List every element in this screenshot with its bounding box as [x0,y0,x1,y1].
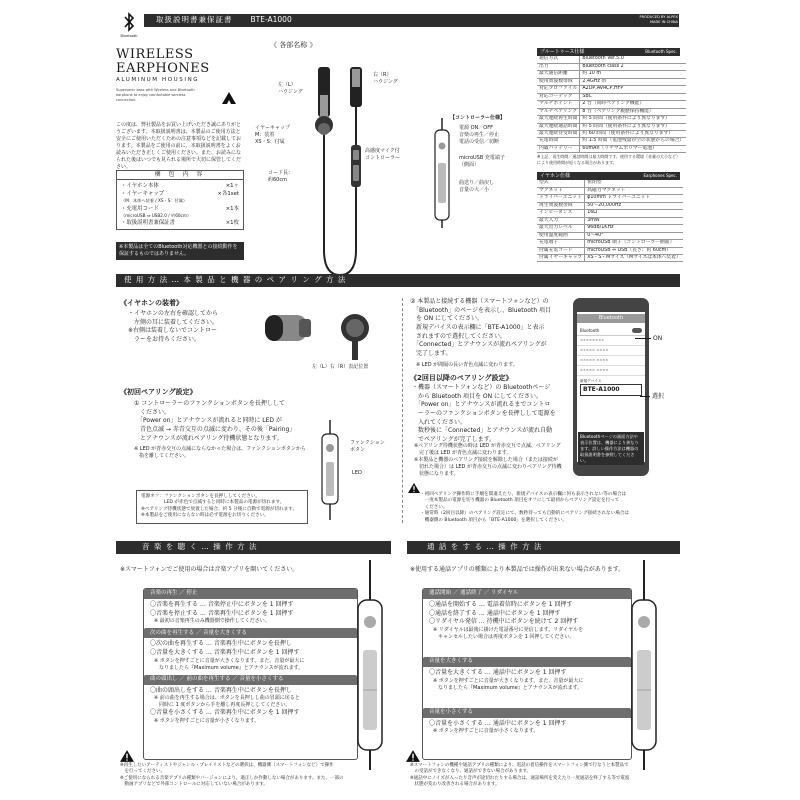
spec-value: 60mAh（リチウムポリマー電池） [580,145,686,152]
spec-row [537,101,686,108]
pairing-divider [402,298,403,523]
spec-key: 最大通信距離 [537,71,580,78]
header-bar [144,14,679,27]
spec-key: マルチペアリング [537,108,580,115]
label-volume-btn: 曲送り／曲戻し 音量の大／小 [459,180,495,193]
spec-key: 付属イヤーキャップ [537,255,585,262]
earbud-left-shape [265,315,311,341]
music-s1-title: 音楽の再生 ／ 停止 [144,589,357,599]
package-item-name: （microUSB ⇔ USB2.0 / 約60cm） [121,212,192,218]
package-item [121,219,239,227]
spec-row [537,145,686,152]
pairing-step2-note: ※ LED が間隔の長い青色点滅に変わります。 [416,362,518,368]
power-off-box: 電源オフ：ファンクションボタンを長押ししてください。 LED が赤色で点滅すると同時に本製品の電源が切れます。 ※ペアリング待機状態で放置した場合、約 5 分後に自動で電源が切れます。 ※本製品をご使用にならない時は必ず電源をお切りください。 [136,490,308,524]
spec-row [537,232,683,239]
spec-key: 充電端子 [537,240,585,247]
spec-key: 対応プロファイル [537,86,580,93]
call-s1-title: 通話開始 ／ 通話終了 ／ リダイヤル [423,589,631,599]
first-pairing-title: 《初回ペアリング設定》 [120,388,197,396]
spec-row [537,71,686,78]
phone-device-list [577,336,645,375]
spec-key: 付属充電コード [537,247,585,254]
doc-title: 取扱説明書兼保証書 [156,15,233,25]
earphone-spec-table [537,180,683,262]
bluetooth-spec-table [537,56,686,153]
spec-value: A2DP,AVRCP,HFP [580,86,686,93]
spec-value: 約 1.5 時間（電池残量が空の状態からの場合） [580,138,686,145]
spec-key: インピーダンス [537,210,585,217]
controller-spec-title: 【コントローラー仕様】 [450,115,506,121]
spec-row [537,217,683,224]
spec-value: 50〜20,000Hz [585,202,683,209]
package-item-name: （M：本体へ装着 / XS・S：付属） [121,198,188,204]
spec-value: Bluetooth Ver.5.0 [580,56,686,63]
bluetooth-logo: Bluetooth [118,12,140,38]
label-left-housing: 左（L） ハウジング [278,82,303,95]
parts-title: 《 各部名称 》 [270,41,317,49]
bluetooth-spec: ブルートゥース仕様 Bluetooth Spec. 通信方式 Bluetooth Ver.5.0 出力 Bluetooth class 2 最大通信距離 約 10 m 使用周波数帯域 2.4GHz 帯 対応プロファイル A2DP,AVRCP,HFP 対応コーデック SBC マルチポイント 2 台（同時ペアリング機能） マルチペアリング 8 台（ペアリング履歴保持機能） 最大連続再生時間 約 5 時間（使用条件により異なります） 最大連続通話時間 約 5 時間（使用条件により異なります） 最大連続待受時間 約 60 時間（使用条件により異なります） 充電時間 約 1.5 時間（電池残量が空の状態からの場合） 内蔵バッテリー 60mAh（リチウムポリマー電池） ※上記、再生時間／通話時間は最大時間です。使用する環境（音量の大小など）により使用時間が短くなる場合があります。 [537,48,685,166]
spec-row [537,131,686,138]
spec-key: 最大連続再生時間 [537,116,580,123]
package-item-qty: ×1ヶ [225,183,239,190]
music-s3-title: 曲の頭出し ／ 前の曲を再生する ／ 音量を小さくする [144,675,357,685]
phone-on-label: ON [653,335,663,342]
func-button-label: ファンクション ボタン [350,440,385,453]
spec-row [537,225,683,232]
phone-list-item[interactable]: ××××× ×××× [577,346,645,356]
label-controller-btn: 電源 ON／OFF 音楽の再生／停止 電話の受信／切断 [459,125,500,145]
spec-key: 内蔵バッテリー [537,145,580,152]
toggle-switch-icon[interactable] [632,328,642,333]
spec-value: 高磁力マグネット [585,187,683,194]
spec-key: ドライバーユニット [537,195,585,202]
model-number: BTE-A1000 [250,15,292,25]
spec-value: 3mW [585,217,683,224]
led-label: LED [352,470,362,476]
package-item-name: ・取扱説明書兼保証書 [121,220,175,227]
spec-row [537,78,686,85]
phone-bluetooth-row[interactable]: Bluetooth [577,326,645,336]
call-s2-title: 音量を大きくする [423,657,631,667]
music-op-box: 音楽の再生 ／ 停止 〇音楽を再生する … 音楽停止中にボタンを 1 回押す 〇音楽を停止する … 音楽再生中にボタンを 1 回押す ※ 最初の音楽再生のみ機器側で操作してください。 次の曲を再生する ／ 音量を大きくする 〇次の曲を再生する … 音楽再生中にボタンを長押し 〇音量を大きくする … 音楽再生中にボタンを 1 回押す ※ ボタンを押すごとに音量が大きくなります。また、音量が最大に なりましたら『Maximum volume』とアナウンスが流れます。 曲の頭出し ／ 前の曲を再生する ／ 音量を小さくする 〇曲の頭出しをする … 音楽再生中にボタンを長押し ※ 前の曲を再生する場合は、ボタンを長押しし曲の冒頭に戻ると 同時に 1 度ボタンから手を離し再度長押ししてください。 〇音量を小さくする … 音楽再生中にボタンを 1 回押す ※ ボタンを押すごとに音量が小さくなります。 [143,588,358,760]
left-housing-shape [315,67,333,135]
spec-value: 96dB/1KHz [585,225,683,232]
spec-row [537,180,683,187]
spec-row [537,108,686,115]
pairing-step2: ② 本製品と接続する機器（スマートフォンなど）の 「Bluetooth」のページを表示し、Bluetooth 項目 を ON にしてください。 新規デバイスの表示欄に「BTE-A1000」と表示 されますので選択してください。 「Connected」とアナウンスが流れペアリングが 完了します。 [410,298,552,358]
right-housing-shape [350,67,362,107]
spec-key: 最大連続通話時間 [537,123,580,130]
package-item [121,205,239,213]
earbud-lr-illustration [255,303,375,365]
wear-text: ・イヤホンの左右を確認してから 左側の耳に装着してください。 ※右側は装着しないでコントロー ラーをお持ちください。 [128,310,219,344]
spec-value: 約 5 時間（使用条件により異なります） [580,123,686,130]
spec-value: 約 60 時間（使用条件により異なります） [580,131,686,138]
call-footer: ※スマートフォンの機種や通話アプリの種類により、電話の着信操作をスマートフォン側で行なうと本製品で の受話ができなくなり、通話ができない場合があります。 ※通話中にノイズが入ったり音声が途切れたりする場合は、通話場所を変えたり一度通話を終了する等で電波 状態が変わり改善される場合があります。 [410,763,630,787]
call-intro: ※使用する通話アプリの種類により本製品では操作が出来ない場合があります。 [410,566,625,573]
spec-key: 使用温度範囲 [537,232,585,239]
phone-screen: Bluetooth Bluetooth ×××××××× ××××× ×××× ××××× ×××× ××××× ×××× 新規デバイス BTE-A1000 [577,312,645,462]
package-item-qty: ×各1set [217,191,239,198]
phone-note: Bluetoothページの画面方法や表示位置は、機器により異なります。詳しい操作方法は機器の取扱説明書を参照してください。 [578,432,644,465]
phone-header: Bluetooth [577,314,645,323]
music-s2-title: 次の曲を再生する ／ 音量を大きくする [144,628,357,638]
lr-caption: 左（L）右（R）表記位置 [312,364,369,370]
spec-row [537,93,686,100]
spec-key: マルチポイント [537,101,580,108]
spec-key: 出力 [537,63,580,70]
package-item [121,182,239,190]
label-earcap: イヤーキャップ M：装着 XS・S：付属 [255,125,291,145]
package-items [117,180,243,229]
music-footer: ※再生したいアーティストやジャンル・プレイリストなどの選択は、機器側（スマートフォンなど）で操作 を行ってください。 ※ご使用になられる音楽アプリの種類やバージョンにより、適正しか作動しない場合があります。また、一部の 動画アプリなどで外部コントロールに対応していない場合があります。 [120,763,344,787]
spec-key: 再生周波数帯域 [537,202,585,209]
earbud-right-shape [341,314,369,360]
spec-value: 2 台（同時ペアリング機能） [580,101,686,108]
spec-key: マグネット [537,187,585,194]
spec-key: 型式 [537,180,585,187]
spec-key: 最大連続待受時間 [537,131,580,138]
spec-key: 充電時間 [537,138,580,145]
spec-value: XS・S・Mサイズ（Mサイズは本体へ装着） [585,255,683,262]
spec-value: SBC [580,93,686,100]
controller-detail [432,118,452,228]
spec-key: 通信方式 [537,56,580,63]
label-usb-port: microUSB 充電端子 （側面） [459,155,505,168]
spec-row [537,123,686,130]
package-item-name: ・イヤーキャップ [121,191,165,198]
spec-row [537,63,686,70]
call-op-box: 通話開始 ／ 通話終了 ／ リダイヤル 〇通話を開始する … 電話着信時にボタンを 1 回押す 〇通話を終了する … 通話中にボタンを 1 回押す 〇リダイヤル発信 … 待機中にボタンを続けて 2 回押す ※ リダイヤルは最後に掛けた電話番号に発信します。リダイヤルを キャンセルしたい場合は再度ボタンを 1 回押してください。 音量を大きくする 〇音量を大きくする … 通話中にボタンを 1 回押す ※ ボタンを押すごとに音量が大きくなります。また、音量が最大に なりましたら『Maximum volume』とアナウンスが流れます。 音量を小さくする 〇音量を小さくする … 通話中にボタンを 1 回押す ※ ボタンを押すごとに音量が小さくなります。 [422,588,632,760]
music-controller-illustration [352,560,388,770]
spec-value: 密閉型 [585,180,683,187]
producer-info: PRODUCED BY ALPEX MADE IN CHINA [639,15,678,24]
spec-value: 0〜40° [585,232,683,239]
spec-row [537,138,686,145]
phone-list-item[interactable]: ××××× ×××× [577,356,645,366]
pairing-warning: ・初回ペアリング操作時に手順を間違えたり、新規デバイスの表示欄に何も表示されない等の場合は 一度本製品の電源を切り機器の Bluetooth 項目をオフにして最初からペアリング設定を行って ください。 ・通常時（2回目以降）のペアリング設定にて、数秒待っても自動的にペアリング接続されない場合は 機器側の Bluetooth 項目から「BTE-A1000」を選択してください。 [420,492,630,523]
bluetooth-icon [118,12,140,32]
package-contents-title: 梱 包 内 容 [117,171,243,180]
controller-func-illustration [318,420,342,520]
music-section-bar: 音 楽 を 聴 く … 操 作 方 法 [116,541,391,554]
earphone-spec: イヤホン仕様 Earphones Spec. 型式 密閉型 マグネット 高磁力マグネット ドライバーユニット φ10mm ドライバーユニット 再生周波数帯域 50〜20,000Hz インピーダンス 16Ω 最大入力 3mW 最大出力レベル 96dB/1KHz 使用温度範囲 0〜40° 充電端子 microUSB 端子（コントローラー側面） 付属充電コード microUSB ⇔ USB（長さ：約 60cm） 付属イヤーキャップ XS・S・Mサイズ（Mサイズは本体へ装着） [537,172,680,262]
phone-select-label: 選択 [652,393,665,400]
brand-logo-icon [222,92,236,104]
package-item-qty: ×1枚 [225,220,239,227]
spec-value: Bluetooth class 2 [580,63,686,70]
spec-row [537,240,683,247]
spec-value: 16Ω [585,210,683,217]
call-s3-title: 音量を小さくする [423,708,631,718]
call-section-bar: 通 話 を す る … 操 作 方 法 [407,541,680,554]
warning-icon [408,483,420,496]
phone-device-entry[interactable]: BTE-A1000 [580,384,642,396]
phone-list-item[interactable]: ××××× ×××× [577,366,645,376]
music-intro: ※スマートフォンでご使用の場合は音楽アプリを開いてください。 [120,566,299,573]
second-pairing-text: ・機器（スマートフォンなど）の Bluetoothページ から Bluetooth 項目を ON にしてください。 「Power on」とアナウンスが流れるまでコントロ ーラーのファンクションボタンを長押しして電源を 入れてください。 数秒後に「Connected」とアナウンスが流れ自動 でペアリングが完了します。 [412,384,556,444]
spec-value: 約 5 時間（使用条件により異なります） [580,116,686,123]
first-pairing-note: ※ LED が青赤交互の点滅にならなかった場合は、ファンクションボタンから 指を離してください。 [134,446,306,459]
package-item-qty: ×1本 [225,205,239,212]
spec-row [537,255,683,262]
label-right-housing: 右（R） ハウジング [373,72,398,85]
spec-value: 2.4GHz 帯 [580,78,686,85]
spec-row [537,187,683,194]
bluetooth-spec-note: ※上記、再生時間／通話時間は最大時間です。使用する環境（音量の大小など）により使用時間が短くなる場合があります。 [537,154,679,166]
spec-value: φ10mm ドライバーユニット [585,195,683,202]
spec-value: microUSB ⇔ USB（長さ：約 60cm） [585,247,683,254]
earphone-diagram [300,55,410,285]
second-pairing-notes: ※ペアリング待機状態の時は LED が青赤交互で点滅、ペアリング 完了後は LED が青色点滅に変わります。 ※本製品と機器のペアリング接続を解除した場合（または接続が 切れた場合）は LED が青赤交互の点滅に変わりペアリング待機 状態になります。 [414,443,562,477]
spec-key: 対応コーデック [537,93,580,100]
package-item-name: ・イヤホン本体 [121,183,159,190]
call-controller-illustration [626,560,662,770]
spec-value: 約 10 m [580,71,686,78]
package-item-name: ・充電用コード [121,205,159,212]
spec-row [537,195,683,202]
second-pairing-title: 《2回目以降のペアリング設定》 [410,374,513,382]
phone-list-item[interactable]: ×××××××× [577,336,645,346]
spec-key: 最大入力 [537,217,585,224]
spec-row [537,86,686,93]
label-mic: 高感度マイク付 コントローラー [365,148,401,161]
label-cord: コード長： 約60cm [268,170,294,183]
wear-title: 《イヤホンの装着》 [120,299,183,307]
spec-row [537,210,683,217]
spec-row [537,202,683,209]
spec-key: 使用周波数帯域 [537,78,580,85]
pairing-section-bar: 使 用 方 法 … 本 製 品 と 機 器 の ペ ア リ ン グ 方 法 [116,274,680,287]
spec-row [537,247,683,254]
package-contents [116,170,244,230]
spec-row [537,56,686,63]
first-pairing-text: ① コントローラーのファンクションボタンを長押しして ください。 「Power on」とアナウンスが流れると同時に LED が 青色点滅 → 赤青交互の点滅に変わり、その後「Pairing」 とアナウンスが流れペアリング待機状態となります。 [134,400,296,442]
intro-text: この度は、弊社製品をお買い上げいただき誠にありがとうございます。本取扱説明書は、本製品のご使用方法と安全にご使用いただくための注意事項などを記載しております。本製品をご使用の前に、本取扱説明書をよくお読みいただき正しくご使用ください。また、お読みになられた後はいつでも見られる場所で大切に保管してください。 [116,122,242,170]
spec-key: 最大出力レベル [537,225,585,232]
spec-row [537,116,686,123]
spec-value: 8 台（ペアリング履歴保持機能） [580,108,686,115]
spec-value: microUSB 端子（コントローラー側面） [585,240,683,247]
compat-note: ※本製品は全てのBluetooth対応機器との接続動作を保証するものではありません。 [116,242,244,260]
brand-block: WIRELESS EARPHONES ALUMINUM HOUSING Supersonic bass with Wireless and Bluetooth earphone to enjoy comfortable wireless connection. [116,47,210,102]
